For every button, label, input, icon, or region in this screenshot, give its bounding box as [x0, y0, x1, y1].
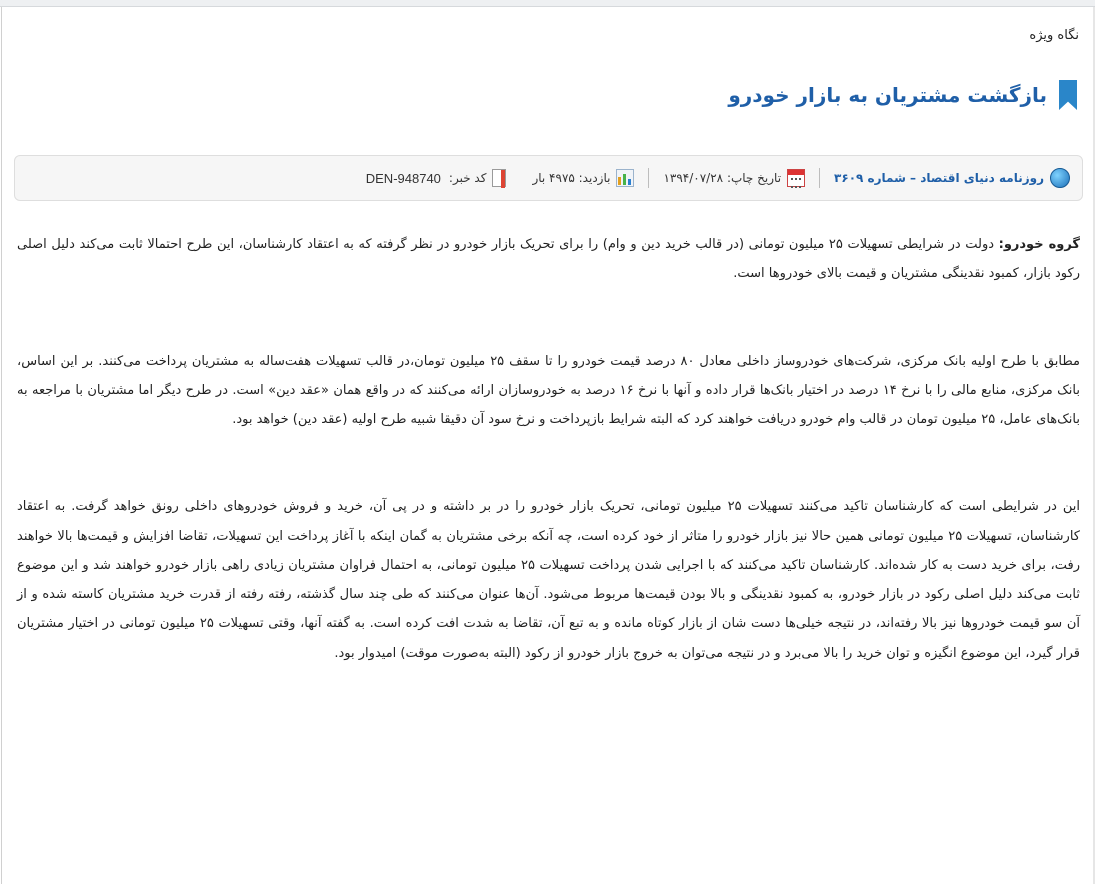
print-date-text: تاریخ چاپ: ۱۳۹۴/۰۷/۲۸: [663, 171, 782, 185]
news-code-value: DEN-948740: [365, 170, 441, 186]
bar-chart-icon: [616, 169, 634, 187]
article-paragraph: این در شرایطی است که کارشناسان تاکید می‌کنند تسهیلات ۲۵ میلیون تومانی، تحریک بازار خودرو را در بر داشته و در پی آن، خرید و فروش خودروهای داخلی رونق خواهد گرفت. به اعتقاد کارشناسان، تسهیلات ۲۵ میلیون تومانی همین حالا نیز بازار خودرو را متاثر از خود کرده است، چه آنکه برخی مشتریان به گمان اینکه با آغاز پرداخت این تسهیلات، تقاضا افزایش و قیمت‌ها بالا خواهند رفت، برای خرید دست به کار شده‌اند. کارشناسان تاکید می‌کنند که با اجرایی شدن پرداخت تسهیلات ۲۵ میلیون تومانی، به احتمال فراوان مشتریان زیادی راهی بازار خودرو خواهند شد و این موضوع ثابت می‌کند دلیل اصلی رکود در بازار خودرو، به کمبود نقدینگی و بالا بودن قیمت‌ها مربوط می‌شود. آن‌ها عنوان می‌کنند که طی چند سال گذشته، رفته رفته از قدرت خرید مشتریان کاسته شده و از آن سو قیمت خودروها نیز بالا رفته‌اند، در نتیجه خیلی‌ها دست شان از بازار کوتاه مانده و به تبع آن، تقاضا به شدت افت کرده است. به گفته آنها، وقتی تسهیلات ۲۵ میلیون تومانی در اختیار مشتریان قرار گیرد، این موضوع انگیزه و توان خرید را بالا می‌برد و در نتیجه می‌توان به خروج بازار خودرو از رکود (البته به‌صورت موقت) امیدوار بود.: [17, 499, 1080, 661]
article-header: [728, 80, 1077, 110]
article-lead: [17, 230, 1080, 289]
calendar-icon: [787, 169, 805, 187]
meta-divider: [819, 168, 820, 188]
views-text: بازدید: ۴۹۷۵ بار: [532, 171, 611, 185]
article-paragraph: مطابق با طرح اولیه بانک مرکزی، شرکت‌های خودروساز داخلی معادل ۸۰ درصد قیمت خودرو را تا سقف ۲۵ میلیون تومان،در قالب تسهیلات هفت‌ساله به مشتریان پرداخت می‌کنند. بر این اساس، بانک مرکزی، منابع مالی را با نرخ ۱۴ درصد در اختیار بانک‌ها قرار داده و آنها با نرخ ۱۶ درصد به خودروسازان ارائه می‌کنند که در واقع همان «عقد دین» است. در طرح دیگر اما مشتریان با مراجعه به بانک‌های عامل، ۲۵ میلیون تومان در قالب وام خودرو دریافت خواهند کرد که البته شرایط بازپرداخت و نرخ سود آن دقیقا شبیه طرح اولیه (عقد دین) خواهد بود.: [17, 353, 1080, 427]
lead-label: گروه خودرو:: [998, 237, 1080, 252]
lead-text: دولت در شرایطی تسهیلات ۲۵ میلیون تومانی (در قالب خرید دین و وام) را برای تحریک بازار خودرو در نظر گرفته که به اعتقاد کارشناسان، این طرح احتمالا ثابت می‌کند دلیل اصلی رکود بازار، کمبود نقدینگی مشتریان و قیمت بالای خودروها است.: [17, 237, 1080, 282]
globe-icon: [1050, 168, 1070, 188]
news-code-label: کد خبر:: [448, 171, 487, 185]
article-body: [17, 230, 1080, 668]
article-meta-bar: [14, 155, 1083, 201]
meta-print-date: [663, 169, 805, 187]
top-bar: [0, 0, 1095, 7]
meta-divider: [648, 168, 649, 188]
meta-news-code: [366, 169, 507, 187]
document-icon: [492, 169, 506, 187]
meta-source: [834, 168, 1070, 188]
article-title: بازگشت مشتریان به بازار خودرو: [728, 83, 1047, 107]
meta-views: [532, 169, 634, 187]
bookmark-icon: [1059, 80, 1077, 110]
source-link[interactable]: روزنامه دنیای اقتصاد – شماره ۳۶۰۹: [834, 171, 1044, 185]
section-label: نگاه ویژه: [1029, 28, 1079, 43]
